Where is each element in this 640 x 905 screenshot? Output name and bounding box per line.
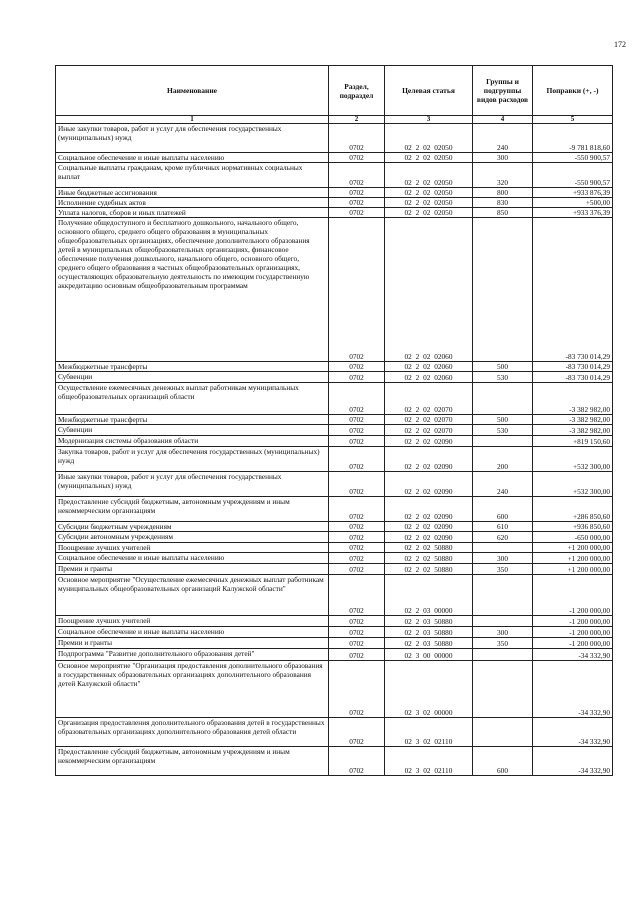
row-target: 02 2 02 02050	[385, 163, 473, 188]
row-target: 02 2 02 02090	[385, 532, 473, 543]
row-amount: -83 730 014,29	[533, 372, 613, 383]
row-amount: +1 200 000,00	[533, 543, 613, 553]
row-section: 0702	[329, 362, 385, 372]
table-row	[56, 124, 613, 153]
row-amount: +532 300,00	[533, 447, 613, 472]
row-target: 02 3 02 02110	[385, 718, 473, 747]
table-body	[56, 124, 613, 776]
row-group: 600	[473, 497, 533, 522]
row-group: 350	[473, 638, 533, 649]
row-section: 0702	[329, 472, 385, 497]
row-section: 0702	[329, 436, 385, 447]
row-section: 0702	[329, 616, 385, 627]
row-section: 0702	[329, 747, 385, 776]
row-name: Социальное обеспечение и иные выплаты населению	[56, 153, 329, 163]
row-name: Субвенции	[56, 372, 329, 383]
row-name: Субсидии бюджетным учреждениям	[56, 522, 329, 532]
row-group: 300	[473, 553, 533, 564]
row-target: 02 2 02 02070	[385, 383, 473, 415]
table-row	[56, 532, 613, 543]
row-group: 240	[473, 124, 533, 153]
row-target: 02 2 02 02070	[385, 415, 473, 425]
row-amount: -3 382 982,00	[533, 425, 613, 436]
row-group: 240	[473, 472, 533, 497]
row-name: Подпрограмма "Развитие дополнительного образования детей"	[56, 649, 329, 661]
table-row	[56, 218, 613, 362]
row-target: 02 2 02 02060	[385, 362, 473, 372]
row-section: 0702	[329, 532, 385, 543]
row-section: 0702	[329, 575, 385, 616]
row-amount: +933 876,39	[533, 188, 613, 198]
header-section: Раздел, подраздел	[329, 66, 385, 116]
row-group	[473, 616, 533, 627]
column-number: 2	[329, 116, 385, 124]
row-section: 0702	[329, 383, 385, 415]
row-amount: -3 382 982,00	[533, 415, 613, 425]
header-target: Целевая статья	[385, 66, 473, 116]
row-amount: -1 200 000,00	[533, 638, 613, 649]
table-row	[56, 638, 613, 649]
row-name: Социальное обеспечение и иные выплаты населению	[56, 553, 329, 564]
row-amount: +532 300,00	[533, 472, 613, 497]
row-target: 02 2 02 02060	[385, 372, 473, 383]
row-group: 320	[473, 163, 533, 188]
table-row	[56, 543, 613, 553]
row-target: 02 2 02 50880	[385, 564, 473, 575]
row-name: Модернизация системы образования области	[56, 436, 329, 447]
column-number-row	[56, 116, 613, 124]
column-number: 5	[533, 116, 613, 124]
row-group: 500	[473, 362, 533, 372]
row-section: 0702	[329, 447, 385, 472]
table-row	[56, 188, 613, 198]
row-name: Премии и гранты	[56, 638, 329, 649]
row-target: 02 2 03 50880	[385, 616, 473, 627]
table-row	[56, 447, 613, 472]
header-amendment: Поправки (+, -)	[533, 66, 613, 116]
row-group	[473, 543, 533, 553]
row-target: 02 2 02 02050	[385, 188, 473, 198]
row-amount: +933 376,39	[533, 208, 613, 218]
row-amount: -1 200 000,00	[533, 627, 613, 638]
row-amount: -83 730 014,29	[533, 362, 613, 372]
row-name: Межбюджетные трансферты	[56, 362, 329, 372]
row-target: 02 2 02 02090	[385, 472, 473, 497]
row-group	[473, 575, 533, 616]
row-amount: -550 900,57	[533, 163, 613, 188]
row-name: Межбюджетные трансферты	[56, 415, 329, 425]
row-section: 0702	[329, 372, 385, 383]
row-amount: -34 332,90	[533, 718, 613, 747]
row-target: 02 3 02 00000	[385, 661, 473, 718]
row-name: Предоставление субсидий бюджетным, автономным учреждениям и иным некоммерческим организациям	[56, 497, 329, 522]
row-name: Субвенции	[56, 425, 329, 436]
row-section: 0702	[329, 198, 385, 208]
row-target: 02 2 02 50880	[385, 543, 473, 553]
row-name: Закупка товаров, работ и услуг для обеспечения государственных (муниципальных) нужд	[56, 447, 329, 472]
table-row	[56, 747, 613, 776]
row-amount: -650 000,00	[533, 532, 613, 543]
table-row	[56, 425, 613, 436]
row-group: 500	[473, 415, 533, 425]
row-amount: -83 730 014,29	[533, 218, 613, 362]
table-row	[56, 649, 613, 661]
row-name: Основное мероприятие "Организация предоставления дополнительного образования в государственных образовательных организациях дополнительного образования детей Калужской области"	[56, 661, 329, 718]
row-group	[473, 218, 533, 362]
row-name: Социальное обеспечение и иные выплаты населению	[56, 627, 329, 638]
table-row	[56, 163, 613, 188]
row-group	[473, 718, 533, 747]
row-target: 02 2 02 02050	[385, 153, 473, 163]
row-group: 350	[473, 564, 533, 575]
table-row	[56, 564, 613, 575]
row-group: 850	[473, 208, 533, 218]
row-amount: +936 850,60	[533, 522, 613, 532]
row-group: 830	[473, 198, 533, 208]
row-group: 800	[473, 188, 533, 198]
row-amount: +1 200 000,00	[533, 564, 613, 575]
row-name: Организация предоставления дополнительного образования детей в государственных образовательных организациях дополнительного образования детей области	[56, 718, 329, 747]
row-group: 620	[473, 532, 533, 543]
row-name: Осуществление ежемесячных денежных выплат работникам муниципальных общеобразовательных организаций области	[56, 383, 329, 415]
row-amount: +819 150,60	[533, 436, 613, 447]
row-name: Субсидии автономным учреждениям	[56, 532, 329, 543]
row-group: 610	[473, 522, 533, 532]
table-row	[56, 198, 613, 208]
row-amount: -34 332,90	[533, 661, 613, 718]
row-section: 0702	[329, 522, 385, 532]
table-row	[56, 553, 613, 564]
table-row	[56, 362, 613, 372]
row-group: 300	[473, 627, 533, 638]
row-name: Иные бюджетные ассигнования	[56, 188, 329, 198]
row-section: 0702	[329, 218, 385, 362]
table-row	[56, 575, 613, 616]
row-amount: -34 332,90	[533, 649, 613, 661]
row-target: 02 2 02 02090	[385, 497, 473, 522]
row-section: 0702	[329, 188, 385, 198]
row-section: 0702	[329, 543, 385, 553]
row-amount: -1 200 000,00	[533, 616, 613, 627]
column-number: 4	[473, 116, 533, 124]
header-group: Группы и подгруппы видов расходов	[473, 66, 533, 116]
table-row	[56, 616, 613, 627]
table-row	[56, 661, 613, 718]
column-number: 1	[56, 116, 329, 124]
row-group	[473, 383, 533, 415]
row-group: 200	[473, 447, 533, 472]
table-row	[56, 208, 613, 218]
row-amount: -9 781 818,60	[533, 124, 613, 153]
table-header-row	[56, 66, 613, 116]
row-section: 0702	[329, 415, 385, 425]
table-row	[56, 436, 613, 447]
row-name: Иные закупки товаров, работ и услуг для обеспечения государственных (муниципальных) нужд	[56, 124, 329, 153]
row-target: 02 2 03 00000	[385, 575, 473, 616]
table-row	[56, 372, 613, 383]
row-group	[473, 436, 533, 447]
row-section: 0702	[329, 497, 385, 522]
table-row	[56, 383, 613, 415]
header-name: Наименование	[56, 66, 329, 116]
page-number: 172	[614, 40, 626, 49]
row-name: Получение общедоступного и бесплатного дошкольного, начального общего, основного общего, среднего общего образования в муниципальных общеобразовательных организациях, обеспечение дополнительного образования детей в муниципальных общеобразовательных организациях, финансовое обеспечение получения дошкольного, начального общего, основного общего, среднего общего образования в частных общеобразовательных организациях, осуществляющих образовательную деятельность по имеющим государственную аккредитацию основным общеобразовательным программам	[56, 218, 329, 362]
row-target: 02 2 02 02090	[385, 522, 473, 532]
row-section: 0702	[329, 661, 385, 718]
column-number: 3	[385, 116, 473, 124]
row-section: 0702	[329, 163, 385, 188]
row-group	[473, 661, 533, 718]
row-target: 02 2 03 50880	[385, 638, 473, 649]
table-row	[56, 627, 613, 638]
row-amount: +500,00	[533, 198, 613, 208]
row-group: 600	[473, 747, 533, 776]
row-target: 02 2 02 02050	[385, 198, 473, 208]
row-name: Исполнение судебных актов	[56, 198, 329, 208]
row-amount: -1 200 000,00	[533, 575, 613, 616]
row-section: 0702	[329, 649, 385, 661]
table-row	[56, 415, 613, 425]
row-amount: -3 382 982,00	[533, 383, 613, 415]
row-amount: +286 850,60	[533, 497, 613, 522]
table-row	[56, 522, 613, 532]
row-name: Премии и гранты	[56, 564, 329, 575]
table-row	[56, 718, 613, 747]
row-group: 530	[473, 425, 533, 436]
row-target: 02 2 03 50880	[385, 627, 473, 638]
row-target: 02 2 02 02090	[385, 436, 473, 447]
row-section: 0702	[329, 208, 385, 218]
row-target: 02 2 02 02060	[385, 218, 473, 362]
row-section: 0702	[329, 124, 385, 153]
row-name: Иные закупки товаров, работ и услуг для обеспечения государственных (муниципальных) нужд	[56, 472, 329, 497]
row-amount: -550 900,57	[533, 153, 613, 163]
budget-amendments-table	[55, 65, 613, 776]
row-group: 300	[473, 153, 533, 163]
table-row	[56, 153, 613, 163]
row-section: 0702	[329, 718, 385, 747]
row-group	[473, 649, 533, 661]
row-section: 0702	[329, 153, 385, 163]
row-name: Поощрение лучших учителей	[56, 543, 329, 553]
row-section: 0702	[329, 553, 385, 564]
row-section: 0702	[329, 564, 385, 575]
row-name: Предоставление субсидий бюджетным, автономным учреждениям и иным некоммерческим организациям	[56, 747, 329, 776]
row-section: 0702	[329, 627, 385, 638]
row-target: 02 2 02 02070	[385, 425, 473, 436]
row-name: Поощрение лучших учителей	[56, 616, 329, 627]
row-target: 02 3 00 00000	[385, 649, 473, 661]
row-target: 02 2 02 02090	[385, 447, 473, 472]
row-target: 02 2 02 50880	[385, 553, 473, 564]
row-target: 02 2 02 02050	[385, 124, 473, 153]
row-amount: -34 332,90	[533, 747, 613, 776]
row-target: 02 3 02 02110	[385, 747, 473, 776]
table-row	[56, 497, 613, 522]
row-section: 0702	[329, 638, 385, 649]
row-amount: +1 200 000,00	[533, 553, 613, 564]
row-name: Основное мероприятие "Осуществление ежемесячных денежных выплат работникам муниципальных общеобразовательных организаций Калужской области"	[56, 575, 329, 616]
row-name: Уплата налогов, сборов и иных платежей	[56, 208, 329, 218]
row-section: 0702	[329, 425, 385, 436]
row-target: 02 2 02 02050	[385, 208, 473, 218]
table-row	[56, 472, 613, 497]
row-name: Социальные выплаты гражданам, кроме публичных нормативных социальных выплат	[56, 163, 329, 188]
row-group: 530	[473, 372, 533, 383]
